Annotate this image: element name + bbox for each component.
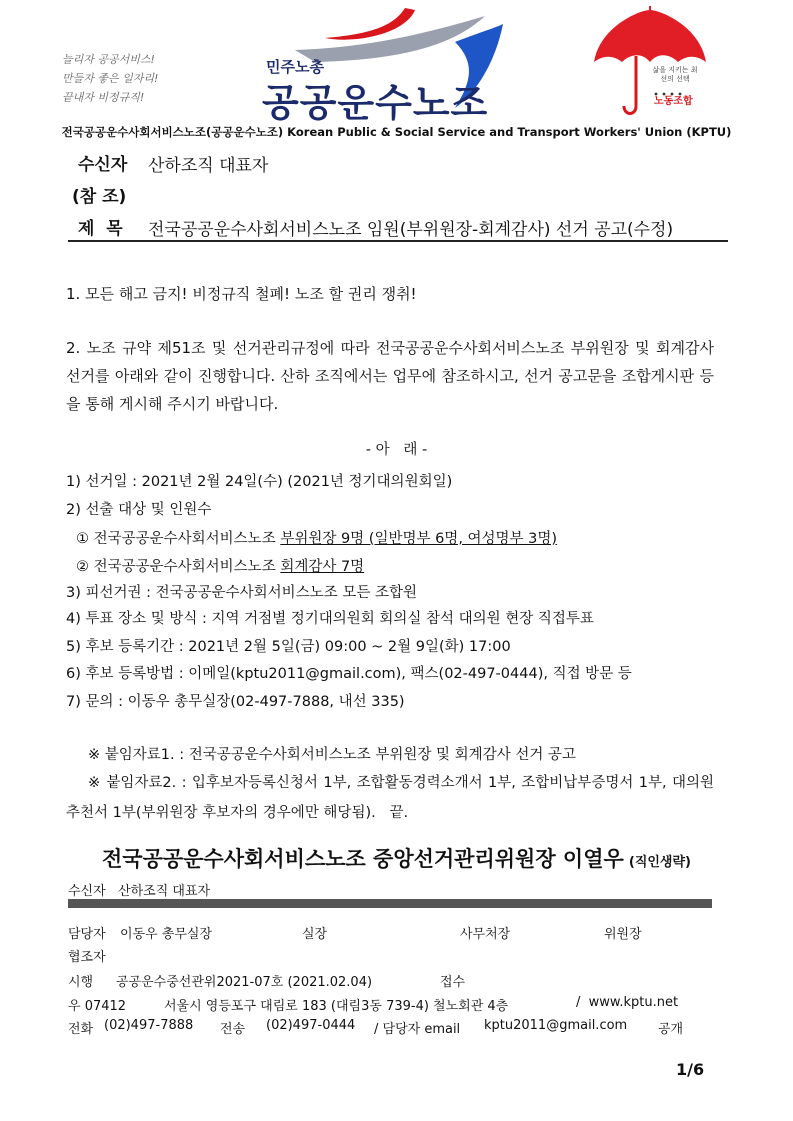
item-2: 2) 선출 대상 및 인원수: [66, 502, 212, 518]
item-4: 4) 투표 장소 및 방식 : 지역 거점별 정기대의원회 회의실 참석 대의원 현장 직접투표: [66, 611, 594, 627]
attachment-1: ※ 붙임자료1. : 전국공공운수사회서비스노조 부위원장 및 회계감사 선거 공고: [88, 747, 576, 763]
item-2a: [76, 527, 557, 548]
item-2a-prefix: ① 전국공공운수사회서비스노조: [76, 531, 281, 547]
logo-small-text: 민주노총: [266, 58, 324, 76]
tel-value: (02)497-7888: [104, 1018, 194, 1033]
cooperator-label: 협조자: [68, 950, 106, 965]
cc-label: (참 조): [72, 187, 127, 207]
item-7: 7) 문의 : 이동우 총무실장(02-497-7888, 내선 335): [66, 694, 405, 710]
paragraph-2: 2. 노조 규약 제51조 및 선거관리규정에 따라 전국공공운수사회서비스노조 부위원장 및 회계감사 선거를 아래와 같이 진행합니다. 산하 조직에서는 업무에 참조하시고, 선거 공고문을 조합게시판 등을 통해 게시해 주시기 바랍니다.: [66, 339, 714, 413]
item-5: 5) 후보 등록기간 : 2021년 2월 5일(금) 09:00 ~ 2월 9일(화) 17:00: [66, 639, 511, 655]
signature-note: (직인생략): [628, 855, 691, 870]
item-1: 1) 선거일 : 2021년 2월 24일(수) (2021년 정기대의원회일): [66, 474, 453, 490]
to-value: 산하조직 대표자: [148, 156, 269, 176]
attachment-2: ※ 붙임자료2. : 입후보자등록신청서 1부, 조합활동경력소개서 1부, 조합비납부증명서 1부, 대의원추천서 1부(부위원장 후보자의 경우에만 해당됨). 끝.: [66, 775, 714, 821]
public-label: 공개: [658, 1022, 684, 1037]
logo-big-text: 공공운수노조: [262, 81, 489, 125]
footer-bar: [68, 899, 712, 908]
slogan-2: 만들자 좋은 일자리!: [62, 72, 159, 85]
chairperson: 위원장: [604, 927, 642, 942]
footer-to: 수신자 산하조직 대표자: [68, 884, 211, 899]
page-number: 1/6: [676, 1060, 705, 1079]
org-line: 전국공공운수사회서비스노조(공공운수노조) Korean Public & Social Service and Transport Workers' Union (KPTU): [61, 125, 732, 139]
website: / www.kptu.net: [576, 995, 679, 1010]
item-2b: [76, 555, 364, 576]
slogan-1: 늘리자 공공서비스!: [62, 53, 155, 66]
item-2a-underlined: 부위원장 9명 (일반명부 6명, 여성명부 3명): [280, 531, 558, 547]
paragraph-1: 1. 모든 해고 금지! 비정규직 철폐! 노조 할 권리 쟁취!: [66, 285, 417, 303]
umbrella-label: 노동조합: [654, 96, 693, 107]
issue-label: 시행: [68, 975, 94, 990]
to-label: 수신자: [78, 155, 128, 175]
item-3: 3) 피선거권 : 전국공공운수사회서비스노조 모든 조합원: [66, 585, 417, 601]
fax-label: 전송: [220, 1022, 246, 1037]
tel-label: 전화: [68, 1022, 94, 1037]
issue-value: 공공운수중선관위2021-07호 (2021.02.04): [116, 975, 373, 990]
room-chief: 실장: [302, 927, 328, 942]
header-rule: [68, 240, 728, 242]
umbrella-tagline: 삶을 지키는 최선의 선택: [652, 66, 698, 83]
fax-value: (02)497-0444: [266, 1018, 356, 1033]
signature: [0, 843, 793, 873]
manager-label: 담당자: [68, 927, 106, 942]
item-2b-prefix: ② 전국공공운수사회서비스노조: [76, 559, 281, 575]
receipt-label: 접수: [440, 975, 466, 990]
subject-label: 제 목: [78, 219, 123, 239]
email-label: / 담당자 email: [374, 1022, 461, 1037]
item-6: 6) 후보 등록방법 : 이메일(kptu2011@gmail.com), 팩스(02-497-0444), 직접 방문 등: [66, 666, 632, 682]
manager-value: 이동우 총무실장: [120, 927, 213, 942]
slogans: [62, 50, 158, 107]
item-2b-underlined: 회계감사 7명: [280, 559, 365, 575]
zip-code: 우 07412: [68, 999, 127, 1014]
slogan-3: 끝내자 비정규직!: [62, 91, 145, 104]
signature-main: 전국공공운수사회서비스노조 중앙선거관리위원장 이열우: [102, 847, 624, 871]
subject-value: 전국공공운수사회서비스노조 임원(부위원장-회계감사) 선거 공고(수정): [148, 220, 674, 240]
address: 서울시 영등포구 대림로 183 (대림3동 739-4) 철노회관 4층: [164, 999, 509, 1014]
email-value: kptu2011@gmail.com: [484, 1018, 628, 1033]
ara-heading: - 아 래 -: [365, 442, 428, 458]
secretary-general: 사무처장: [460, 927, 511, 942]
